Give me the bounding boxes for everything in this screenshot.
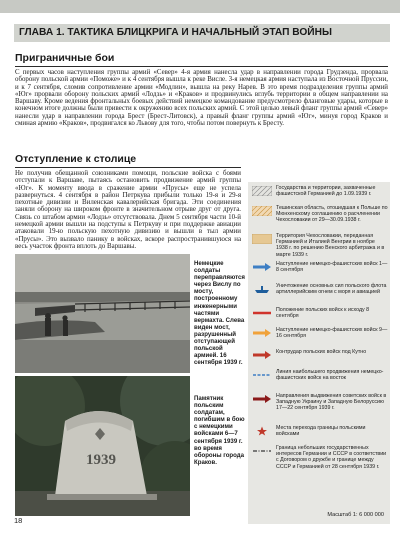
- monument-photo: [15, 376, 190, 516]
- bridge-photo: [15, 254, 190, 373]
- map-scale: Масштаб 1: 6 000 000: [327, 512, 384, 518]
- top-bar: [0, 0, 400, 13]
- monument-year: 1939: [86, 452, 116, 468]
- bridge-photo-caption: Немецкие солдаты переправляются через Вислу по мосту, построенному инженерными частями вермахта. Слева виден мост, разрушенный отступающей польской армией. 16 сентября 1939 г.: [194, 260, 245, 367]
- legend-text: Места перехода границы польскими войсками: [276, 425, 366, 438]
- hatch-orange-swatch-icon: [252, 206, 272, 216]
- legend-text: Наступление немецко-фашистских войск 9—16 сентября: [276, 327, 388, 340]
- legend-text: Тешинская область, отошедшая к Польше по Мюнхенскому соглашению о расчленении Чехословакии от 29—30.09.1938 г.: [276, 205, 388, 224]
- monument-photo-image: [15, 376, 190, 516]
- chapter-title: ГЛАВА 1. ТАКТИКА БЛИЦКРИГА И НАЧАЛЬНЫЙ ЭТАП ВОЙНЫ: [14, 24, 390, 42]
- legend-text: Положение польских войск к исходу 8 сентября: [276, 307, 370, 320]
- section-rule: [15, 167, 241, 168]
- legend-text: Контрудар польских войск под Кутно: [276, 349, 367, 355]
- red-arrow-icon: [252, 350, 272, 360]
- section-text-retreat: Не получив обещанной союзниками помощи, польские войска с боями отступали к Варшаве, пытаясь остановить продвижение армий группы «Юг». К моменту ввода в сражение армии «Прусы» еще не успела развернуться. 4 сентября в район Петркува прибыли только 19-я и 29-я пехотные дивизии и Виленская кавалерийская бригада. Эти соединения заняли оборону на широком фронте в значительном отрыве друг от друга. Связь со штабом армии «Лодзь» отсутствовала. Днем 5 сентября части 10-й немецкой армии вышли на подступы к Петркуву и при поддержке авиации атаковали 19-ю польскую пехотную дивизию и вышли в тыл армии «Прусы». Это вызвало панику в войсках, вскоре распространившуюся на весь участок фронта вплоть до Варшавы.: [15, 170, 241, 250]
- tan-swatch-icon: [252, 234, 272, 244]
- legend-text: Наступление немецко-фашистских войск 1—8 сентября: [276, 261, 388, 274]
- monument-photo-caption: Памятник польским солдатам, погибшим в бою с немецкими войсками 6—7 сентября 1939 г. во время обороны города Краков.: [194, 395, 245, 466]
- legend-text: Линия наибольшего продвижения немецко-фашистских войск на восток: [276, 369, 384, 382]
- section-rule: [15, 66, 388, 67]
- orange-arrow-icon: [252, 328, 272, 338]
- blue-line-icon: [252, 370, 272, 380]
- section-title-border-battles: Приграничные бои: [15, 52, 115, 64]
- star-icon: [252, 426, 272, 436]
- blue-arrow-icon: [252, 262, 272, 272]
- red-line-icon: [252, 308, 272, 318]
- section-text-border-battles: С первых часов наступления группы армий «Север» 4-я армия нанесла удар в направлении города Грудзенда, прорвала оборону польской армии «Поможе» и к 4 сентября вышла к реке Висле. 3-я немецкая армия наступала из Восточной Пруссии, и к 7 сентября, сломив сопротивление армии «Модлин», вышла на реку Нарев. В это время подразделения группы армий «Юг» прорвали оборону польских армий «Лодзь» и «Краков» и продвинулись вглубь территории в общем направлении на Варшаву. Кроме ведения фронтальных боевых действий немецкое командование предусмотрело фланговые удары, которые в конечном итоге должны были привести к окружению всех польских армий. С этой целью левый фланг группы армий «Север» нанесли удар в направлении города Брест (Брест-Литовск), а правый фланг группы армий «Юг», минуя город Краков и сминая армию «Краков», продвигался ко Львову для того, чтобы потом повернуть к Бресту.: [15, 69, 388, 128]
- border-line-icon: [252, 446, 272, 456]
- dark-red-arrow-icon: [252, 394, 272, 404]
- legend-text: Государства и территории, захваченные фашистской Германией до 1.09.1939 г.: [276, 185, 376, 198]
- ship-icon: [252, 284, 272, 294]
- bridge-photo-image: [15, 254, 190, 373]
- hatch-gray-swatch-icon: [252, 186, 272, 196]
- legend-text: Граница небольших государственных интересов Германии и СССР в соответствии с Договором о дружбе и границе между СССР и Германией от 28 сентября 1939 г.: [276, 445, 387, 470]
- legend-text: Направления выдвижения советских войск в Западную Украину и Западную Белоруссию 17—22 сентября 1939 г.: [276, 393, 387, 412]
- legend-text: Уничтожение основных сил польского флота артиллерийским огнем с моря и авиацией: [276, 283, 387, 296]
- map-legend: [248, 182, 390, 524]
- page-number: 18: [14, 516, 23, 525]
- legend-text: Территория Чехословакии, переданная Германией и Италией Венгрии в ноябре 1938 г. по решению Венского арбитража и в марте 1939 г.: [276, 233, 385, 258]
- section-title-retreat: Отступление к столице: [15, 153, 137, 165]
